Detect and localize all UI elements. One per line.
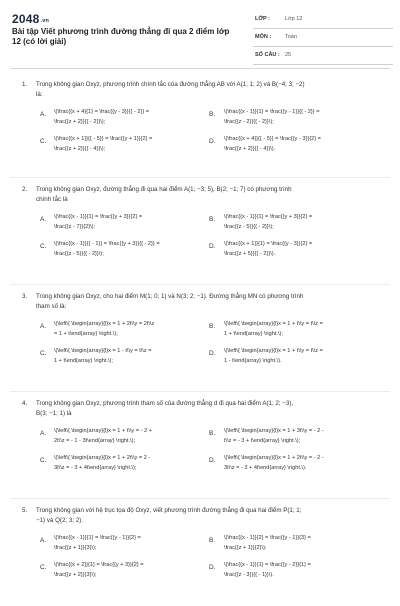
question-stem <box>22 185 382 205</box>
question-stem <box>22 399 382 419</box>
option-letter[interactable]: B. <box>209 537 216 544</box>
question-stem <box>22 80 382 100</box>
option-letter[interactable]: A. <box>40 111 47 118</box>
document-header <box>0 0 400 68</box>
question-3 <box>0 292 400 392</box>
option-text-line: \(\left\{ \begin{array}{l}x = 1 + 2t\\y = 2 - <box>54 455 151 461</box>
option-text-line: t\\z = - 3 + t\end{array} \right.\); <box>224 438 301 444</box>
option-text[interactable] <box>224 212 364 232</box>
option-text[interactable] <box>224 560 364 580</box>
option-letter[interactable]: B. <box>209 216 216 223</box>
option-text-line: \frac{{z + 2}}{{ - 4}}\). <box>224 146 276 152</box>
question-stem-text: là: <box>36 91 43 98</box>
question-stem-line <box>22 292 382 302</box>
meta-row-count <box>253 50 393 65</box>
option-text-line: \(\frac{{x - 1}}{1} = \frac{{y - 2}}{1} = <box>224 562 311 568</box>
question-5 <box>0 506 400 606</box>
option-text-line: \(\left\{ \begin{array}{l}x = 1 - t\\y = t\\z = <box>54 348 152 354</box>
option-letter[interactable]: B. <box>209 111 216 118</box>
option-text-line: \(\left\{ \begin{array}{l}x = 1 + t\\y = - 2 + <box>54 428 152 434</box>
option-text[interactable] <box>54 346 194 366</box>
option-text[interactable] <box>54 239 194 259</box>
question-number: 4. <box>22 400 28 407</box>
document-meta <box>253 14 393 68</box>
question-stem-line <box>22 90 382 100</box>
question-stem-text: Trong không gian Oxyz, cho hai điểm M(1; 0; 1) và N(3; 2; −1). Đường thẳng MN có phương trình <box>36 293 304 300</box>
option-letter[interactable]: D. <box>209 457 216 464</box>
option-text[interactable] <box>224 346 364 366</box>
option-text-line: 1 + t\end{array} \right.\); <box>54 358 113 364</box>
option-text[interactable] <box>54 134 194 154</box>
option-text-line: \frac{{z - 5}}{{ - 2}}\); <box>54 251 104 257</box>
question-stem-line <box>22 185 382 195</box>
option-text[interactable] <box>54 426 194 446</box>
question-stem-line <box>22 506 382 516</box>
question-stem <box>22 292 382 312</box>
meta-row-subject <box>253 32 393 47</box>
option-text-line: \frac{{z + 1}}{2}\); <box>224 545 267 551</box>
option-text-line: \(\frac{{x - 1}}{1} = \frac{{y + 3}}{2} = <box>224 214 313 220</box>
option-text[interactable] <box>224 533 364 553</box>
option-letter[interactable]: B. <box>209 323 216 330</box>
question-number: 1. <box>22 81 28 88</box>
brand-suffix: .vn <box>40 18 50 24</box>
option-text[interactable] <box>224 107 364 127</box>
meta-row-class <box>253 14 393 29</box>
option-letter[interactable]: A. <box>40 216 47 223</box>
brand-name: 2048 <box>12 12 40 26</box>
question-stem-text: Trong không gian Oxyz, phương trình chính tắc của đường thẳng AB với A(1; 1; 2) và B(−4; 3; −2) <box>36 81 305 88</box>
meta-label: SỐ CÂU : <box>255 52 280 58</box>
question-stem-line <box>22 195 382 205</box>
option-letter[interactable]: C. <box>40 350 47 357</box>
option-text[interactable] <box>224 239 364 259</box>
option-text-line: \frac{{z + 1}}{3}\); <box>54 545 97 551</box>
option-text-line: = 1 + t\end{array} \right.\); <box>54 331 118 337</box>
question-number: 5. <box>22 507 28 514</box>
option-text-line: 3t\\z = - 3 + 4t\end{array} \right.\); <box>54 465 137 471</box>
option-text-line: \frac{{z + 2}}{{ - 2}}\); <box>54 119 106 125</box>
header-divider <box>10 68 390 69</box>
option-text-line: \(\frac{{x - 1}}{1} = \frac{{y - 1}}{2} = <box>54 535 141 541</box>
option-text[interactable] <box>54 533 194 553</box>
option-text-line: \frac{{z - 2}}{{ - 2}}\); <box>224 119 274 125</box>
question-stem <box>22 506 382 526</box>
question-stem-text: Trong không gian Oxyz, đường thẳng đi qua hai điểm A(1; −3; 5), B(2; −1; 7) có phương trình <box>36 186 292 193</box>
option-text-line: \(\frac{{x - 1}}{2} = \frac{{y - 1}}{3} = <box>224 535 311 541</box>
option-text-line: \(\frac{{x + 4}}{{ - 5}} = \frac{{y - 3}}{2} = <box>224 136 321 142</box>
option-text[interactable] <box>54 560 194 580</box>
option-text-line: \frac{{z - 3}}{{ - 1}}\). <box>224 572 274 578</box>
question-stem-line <box>22 516 382 526</box>
option-text[interactable] <box>54 453 194 473</box>
question-2 <box>0 185 400 285</box>
option-text-line: \(\frac{{x - 1}}{1} = \frac{{y + 3}}{2} = <box>54 214 143 220</box>
option-text-line: \(\frac{{x - 1}}{{ - 1}} = \frac{{y + 3}}{{ - 2}} = <box>54 241 160 247</box>
question-number: 3. <box>22 293 28 300</box>
question-number: 2. <box>22 186 28 193</box>
option-text-line: 2t\\z = - 1 - 3t\end{array} \right.\); <box>54 438 135 444</box>
question-stem-text: Trong không gian Oxyz, phương trình tham số của đường thẳng d đi qua hai điểm A(1; 2; −3), <box>36 400 294 407</box>
option-letter[interactable]: C. <box>40 243 47 250</box>
brand-logo[interactable] <box>12 12 49 26</box>
question-stem-line <box>22 302 382 312</box>
option-letter[interactable]: D. <box>209 564 216 571</box>
option-text-line: 1 + t\end{array} \right.\); <box>224 331 283 337</box>
option-text[interactable] <box>224 134 364 154</box>
question-stem-line <box>22 399 382 409</box>
option-text-line: 3t\\z = - 3 + 4t\end{array} \right.\). <box>224 465 307 471</box>
question-separator <box>10 284 390 285</box>
question-stem-text: Trong không gian với hệ trục tọa độ Oxyz, viết phương trình đường thẳng đi qua hai điểm P(1; 1; <box>36 507 302 514</box>
document-title: Bài tập Viết phương trình đường thẳng đi qua 2 điểm lớp 12 (có lời giải) <box>12 27 230 46</box>
option-text-line: \(\left\{ \begin{array}{l}x = 1 + 2t\\y = 2t\\z <box>54 321 155 327</box>
option-text[interactable] <box>54 319 194 339</box>
question-stem-text: B(3; −1; 1) là <box>36 410 72 417</box>
option-text-line: \(\frac{{x + 1}}{1} = \frac{{y - 3}}{2} = <box>224 241 313 247</box>
option-text-line: \(\frac{{x + 1}}{{ - 5}} = \frac{{y + 1}}{2} = <box>54 136 153 142</box>
question-1 <box>0 80 400 180</box>
option-letter[interactable]: B. <box>209 430 216 437</box>
option-text[interactable] <box>224 426 364 446</box>
option-letter[interactable]: D. <box>209 138 216 145</box>
question-separator <box>10 498 390 499</box>
question-4 <box>0 399 400 499</box>
question-stem-text: tham số là: <box>36 303 67 310</box>
option-letter[interactable]: A. <box>40 323 47 330</box>
option-text-line: \(\left\{ \begin{array}{l}x = 1 + 3t\\y = - 2 - <box>224 428 324 434</box>
question-separator <box>10 177 390 178</box>
option-text-line: \frac{{z + 2}}{{ - 4}}\); <box>54 146 106 152</box>
question-stem-line <box>22 80 382 90</box>
option-text-line: \(\left\{ \begin{array}{l}x = 1 + 2t\\y = - 2 - <box>224 455 324 461</box>
option-letter[interactable]: A. <box>40 537 47 544</box>
option-letter[interactable]: C. <box>40 457 47 464</box>
option-text-line: \(\frac{{x - 1}}{1} = \frac{{y - 1}}{{ - 2}} = <box>224 109 320 115</box>
option-letter[interactable]: C. <box>40 138 47 145</box>
option-text-line: \frac{{z - 5}}{{ - 2}}\); <box>224 224 274 230</box>
option-letter[interactable]: A. <box>40 430 47 437</box>
option-text[interactable] <box>224 319 364 339</box>
question-separator <box>10 391 390 392</box>
option-letter[interactable]: D. <box>209 350 216 357</box>
option-text-line: \frac{{z - 7}}{2}\); <box>54 224 96 230</box>
option-text[interactable] <box>54 107 194 127</box>
option-letter[interactable]: C. <box>40 564 47 571</box>
meta-label: MÔN : <box>255 34 272 40</box>
option-letter[interactable]: D. <box>209 243 216 250</box>
option-text-line: \(\left\{ \begin{array}{l}x = 1 + t\\y = t\\z = <box>224 321 323 327</box>
option-text[interactable] <box>54 212 194 232</box>
question-stem-text: −1) và Q(2; 3; 2). <box>36 517 83 524</box>
meta-value: Toán <box>285 34 297 40</box>
option-text-line: \frac{{z + 5}}{{ - 2}}\). <box>224 251 276 257</box>
option-text[interactable] <box>224 453 364 473</box>
question-stem-text: chính tắc là <box>36 196 68 203</box>
option-text-line: \(\left\{ \begin{array}{l}x = 1 + t\\y = t\\z = <box>224 348 323 354</box>
question-stem-line <box>22 409 382 419</box>
option-text-line: \(\frac{{x + 4}{1} = \frac{{y - 3}}{{ - 2}} = <box>54 109 150 115</box>
option-text-line: 1 - t\end{array} \right.\). <box>224 358 282 364</box>
option-text-line: \frac{{z + 2}}{3}\); <box>54 572 97 578</box>
meta-label: LỚP : <box>255 16 270 22</box>
meta-value: Lớp 12 <box>285 16 303 22</box>
option-text-line: \(\frac{{x + 2}}{1} = \frac{{y + 3}}{2} = <box>54 562 144 568</box>
meta-value: 25 <box>285 52 292 58</box>
